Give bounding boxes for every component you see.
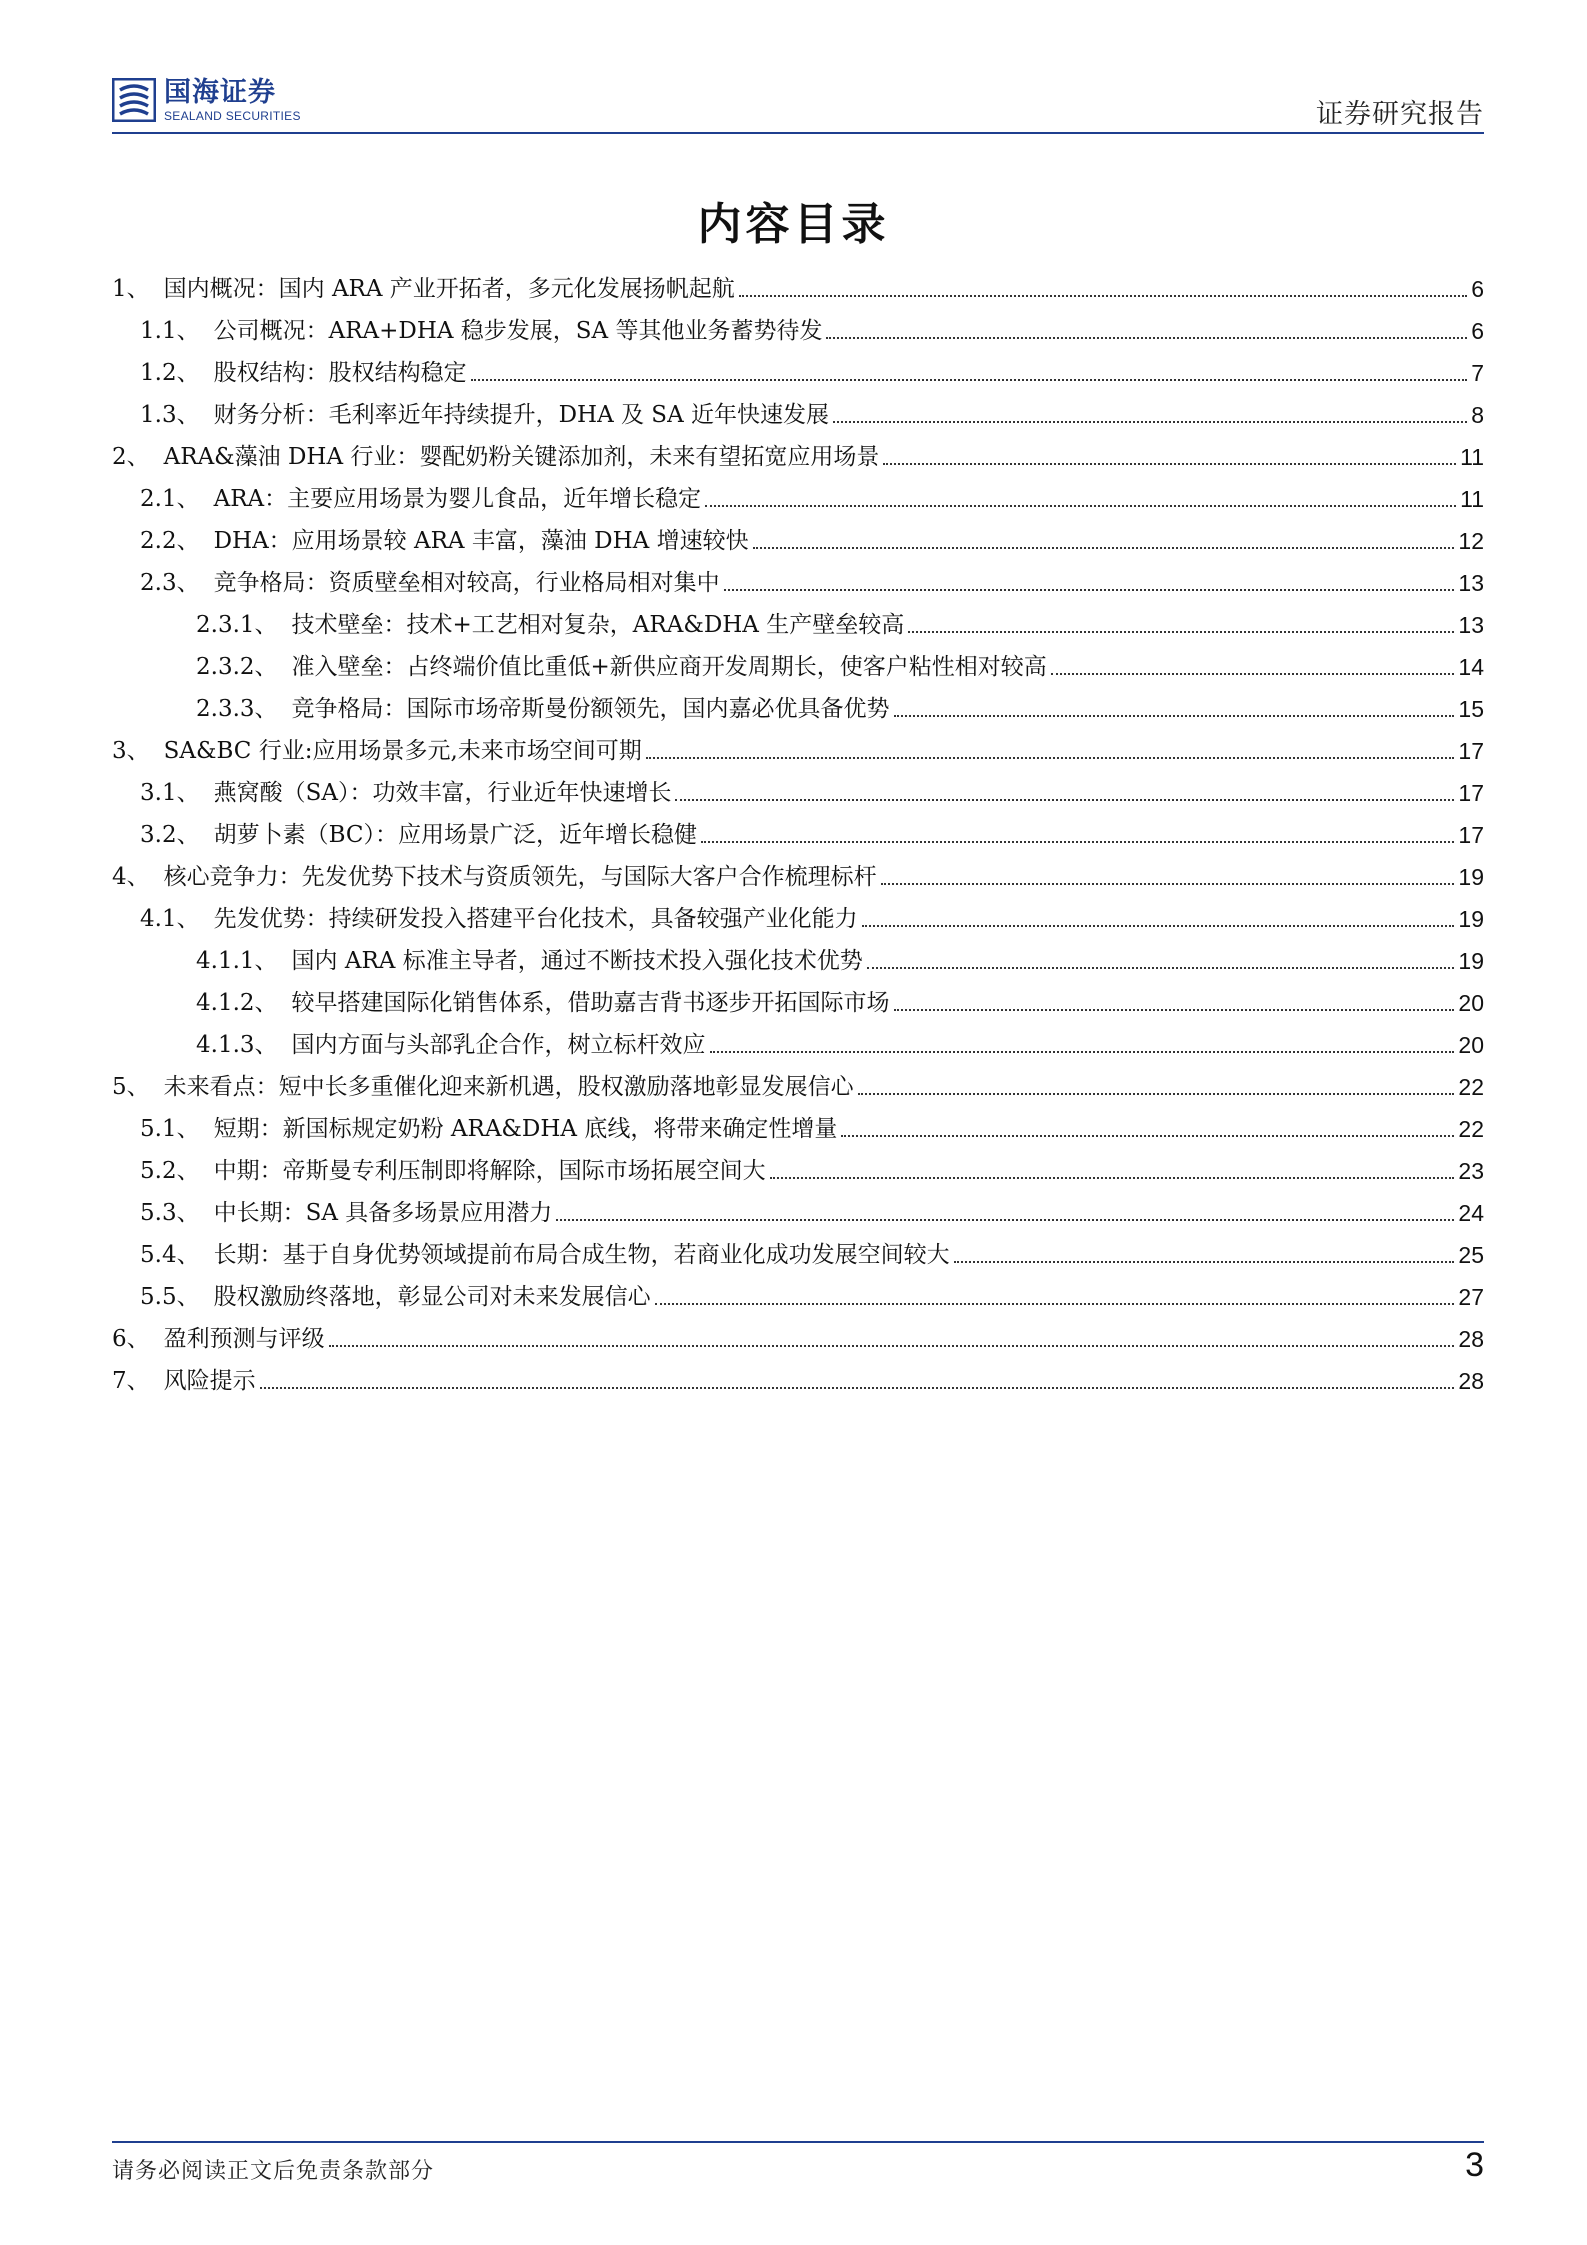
toc-entry-number: 2、: [112, 444, 150, 471]
toc-leader-dots: [908, 631, 1454, 633]
toc-entry-title: ARA&藻油 DHA 行业：婴配奶粉关键添加剂，未来有望拓宽应用场景: [163, 444, 880, 471]
toc-entry-page: 20: [1458, 990, 1484, 1017]
toc-entry-number: 5.3、: [140, 1200, 200, 1227]
page-number: 3: [1465, 2146, 1484, 2184]
toc-entry-page: 20: [1458, 1032, 1484, 1059]
toc-entry-page: 11: [1460, 486, 1484, 513]
toc-entry[interactable]: [112, 1186, 1484, 1228]
toc-leader-dots: [770, 1177, 1455, 1179]
toc-entry-number: 4、: [112, 864, 150, 891]
toc-entry-number: 3、: [112, 738, 150, 765]
toc-leader-dots: [867, 967, 1455, 969]
toc-entry[interactable]: [112, 388, 1484, 430]
toc-entry-title: SA&BC 行业:应用场景多元,未来市场空间可期: [163, 738, 642, 765]
toc-entry-number: 7、: [112, 1368, 150, 1395]
toc-entry[interactable]: [112, 556, 1484, 598]
toc-leader-dots: [753, 547, 1455, 549]
toc-leader-dots: [826, 337, 1467, 339]
toc-entry[interactable]: [112, 514, 1484, 556]
toc-entry[interactable]: [112, 472, 1484, 514]
toc-entry-title: 胡萝卜素（BC）：应用场景广泛，近年增长稳健: [213, 822, 698, 849]
toc-entry-number: 2.2、: [140, 528, 200, 555]
toc-entry-number: 1、: [112, 276, 150, 303]
footer-divider: [112, 2141, 1484, 2143]
toc-entry[interactable]: [112, 808, 1484, 850]
toc-entry-page: 7: [1471, 360, 1484, 387]
toc-entry-title: 中期：帝斯曼专利压制即将解除，国际市场拓展空间大: [213, 1158, 766, 1185]
toc-entry[interactable]: [112, 598, 1484, 640]
toc-entry-page: 25: [1458, 1242, 1484, 1269]
toc-entry-title: 准入壁垒：占终端价值比重低+新供应商开发周期长，使客户粘性相对较高: [291, 654, 1047, 681]
toc-leader-dots: [710, 1051, 1455, 1053]
toc-entry-number: 2.3.3、: [196, 696, 278, 723]
toc-entry-title: 公司概况：ARA+DHA 稳步发展，SA 等其他业务蓄势待发: [213, 318, 823, 345]
toc-entry-number: 4.1、: [140, 906, 200, 933]
toc-leader-dots: [471, 379, 1468, 381]
toc-leader-dots: [701, 841, 1454, 843]
toc-entry-number: 2.1、: [140, 486, 200, 513]
toc-entry[interactable]: [112, 346, 1484, 388]
toc-entry[interactable]: [112, 1228, 1484, 1270]
toc-entry[interactable]: [112, 682, 1484, 724]
toc-leader-dots: [675, 799, 1454, 801]
toc-entry-number: 1.3、: [140, 402, 200, 429]
toc-entry-number: 4.1.2、: [196, 990, 278, 1017]
toc-entry-page: 27: [1458, 1284, 1484, 1311]
toc-leader-dots: [881, 883, 1455, 885]
toc-entry-page: 17: [1458, 822, 1484, 849]
toc-entry-number: 4.1.3、: [196, 1032, 278, 1059]
toc-entry[interactable]: [112, 304, 1484, 346]
toc-entry[interactable]: [112, 640, 1484, 682]
toc-entry-page: 14: [1458, 654, 1484, 681]
toc-entry-page: 15: [1458, 696, 1484, 723]
toc-entry[interactable]: [112, 1354, 1484, 1396]
toc-entry[interactable]: [112, 1060, 1484, 1102]
page-header: [112, 70, 1484, 132]
toc-entry-page: 17: [1458, 780, 1484, 807]
toc-entry-number: 5、: [112, 1074, 150, 1101]
toc-entry-title: DHA：应用场景较 ARA 丰富，藻油 DHA 增速较快: [213, 528, 749, 555]
toc-entry-number: 2.3、: [140, 570, 200, 597]
toc-entry-title: 国内概况：国内 ARA 产业开拓者，多元化发展扬帆起航: [163, 276, 735, 303]
toc-leader-dots: [833, 421, 1467, 423]
toc-leader-dots: [862, 925, 1455, 927]
toc-entry-page: 6: [1471, 276, 1484, 303]
toc-entry-number: 5.1、: [140, 1116, 200, 1143]
toc-entry-page: 8: [1471, 402, 1484, 429]
toc-entry[interactable]: [112, 766, 1484, 808]
toc-leader-dots: [655, 1303, 1455, 1305]
toc-entry-number: 1.1、: [140, 318, 200, 345]
toc-entry[interactable]: [112, 976, 1484, 1018]
table-of-contents: [112, 262, 1484, 1396]
toc-entry-number: 2.3.1、: [196, 612, 278, 639]
toc-entry-title: 财务分析：毛利率近年持续提升，DHA 及 SA 近年快速发展: [213, 402, 829, 429]
toc-entry-title: 中长期：SA 具备多场景应用潜力: [213, 1200, 553, 1227]
sealand-logo-icon: [112, 78, 156, 122]
toc-leader-dots: [646, 757, 1455, 759]
toc-entry-page: 6: [1471, 318, 1484, 345]
toc-leader-dots: [858, 1093, 1455, 1095]
toc-leader-dots: [841, 1135, 1454, 1137]
toc-entry-number: 3.2、: [140, 822, 200, 849]
toc-entry-page: 22: [1458, 1116, 1484, 1143]
toc-entry-page: 13: [1458, 612, 1484, 639]
toc-entry-page: 28: [1458, 1368, 1484, 1395]
toc-entry-number: 5.5、: [140, 1284, 200, 1311]
page-title: 内容目录: [697, 199, 890, 250]
toc-leader-dots: [260, 1387, 1455, 1389]
toc-entry-title: 较早搭建国际化销售体系，借助嘉吉背书逐步开拓国际市场: [291, 990, 890, 1017]
toc-entry[interactable]: [112, 724, 1484, 766]
toc-entry-title: 技术壁垒：技术+工艺相对复杂，ARA&DHA 生产壁垒较高: [291, 612, 905, 639]
toc-entry[interactable]: [112, 430, 1484, 472]
toc-entry-page: 11: [1460, 444, 1484, 471]
toc-entry-page: 12: [1458, 528, 1484, 555]
toc-entry[interactable]: [112, 1144, 1484, 1186]
toc-entry-number: 5.2、: [140, 1158, 200, 1185]
toc-entry[interactable]: [112, 1102, 1484, 1144]
toc-entry[interactable]: [112, 892, 1484, 934]
toc-entry-title: ARA：主要应用场景为婴儿食品，近年增长稳定: [213, 486, 702, 513]
logo-chinese-name: 国海证券: [164, 76, 276, 108]
toc-entry-page: 22: [1458, 1074, 1484, 1101]
toc-entry-number: 1.2、: [140, 360, 200, 387]
toc-entry-title: 股权激励终落地，彰显公司对未来发展信心: [213, 1284, 651, 1311]
toc-entry[interactable]: [112, 850, 1484, 892]
toc-entry-title: 长期：基于自身优势领域提前布局合成生物，若商业化成功发展空间较大: [213, 1242, 950, 1269]
logo-english-name: SEALAND SECURITIES: [164, 108, 301, 123]
toc-entry-number: 4.1.1、: [196, 948, 278, 975]
toc-entry-page: 17: [1458, 738, 1484, 765]
toc-leader-dots: [739, 295, 1467, 297]
toc-entry-title: 盈利预测与评级: [163, 1326, 325, 1353]
toc-entry-number: 5.4、: [140, 1242, 200, 1269]
toc-entry-title: 国内 ARA 标准主导者，通过不断技术投入强化技术优势: [291, 948, 863, 975]
header-divider: [112, 132, 1484, 134]
toc-entry-title: 先发优势：持续研发投入搭建平台化技术，具备较强产业化能力: [213, 906, 858, 933]
toc-entry-title: 股权结构：股权结构稳定: [213, 360, 467, 387]
toc-leader-dots: [954, 1261, 1455, 1263]
toc-leader-dots: [1051, 673, 1455, 675]
toc-entry[interactable]: [112, 934, 1484, 976]
toc-leader-dots: [894, 1009, 1455, 1011]
toc-entry-page: 23: [1458, 1158, 1484, 1185]
toc-entry-page: 19: [1458, 948, 1484, 975]
toc-entry-title: 风险提示: [163, 1368, 256, 1395]
toc-entry[interactable]: [112, 1018, 1484, 1060]
toc-leader-dots: [705, 505, 1456, 507]
company-logo: [112, 78, 301, 122]
toc-entry-title: 竞争格局：国际市场帝斯曼份额领先，国内嘉必优具备优势: [291, 696, 890, 723]
toc-entry-title: 国内方面与头部乳企合作，树立标杆效应: [291, 1032, 706, 1059]
toc-entry-page: 13: [1458, 570, 1484, 597]
toc-entry-title: 燕窝酸（SA）：功效丰富，行业近年快速增长: [213, 780, 672, 807]
toc-entry-number: 6、: [112, 1326, 150, 1353]
toc-entry-page: 19: [1458, 906, 1484, 933]
toc-entry-page: 24: [1458, 1200, 1484, 1227]
toc-leader-dots: [883, 463, 1456, 465]
toc-leader-dots: [724, 589, 1455, 591]
toc-entry-title: 竞争格局：资质壁垒相对较高，行业格局相对集中: [213, 570, 720, 597]
toc-entry[interactable]: [112, 1312, 1484, 1354]
toc-entry-title: 未来看点：短中长多重催化迎来新机遇，股权激励落地彰显发展信心: [163, 1074, 854, 1101]
report-type-label: 证券研究报告: [1316, 99, 1484, 130]
toc-entry-title: 核心竞争力：先发优势下技术与资质领先，与国际大客户合作梳理标杆: [163, 864, 877, 891]
toc-entry-page: 19: [1458, 864, 1484, 891]
toc-entry-page: 28: [1458, 1326, 1484, 1353]
toc-entry-number: 2.3.2、: [196, 654, 278, 681]
toc-leader-dots: [556, 1219, 1454, 1221]
disclaimer-note: 请务必阅读正文后免责条款部分: [112, 2159, 435, 2184]
toc-entry[interactable]: [112, 262, 1484, 304]
toc-leader-dots: [329, 1345, 1455, 1347]
toc-entry-number: 3.1、: [140, 780, 200, 807]
toc-leader-dots: [894, 715, 1455, 717]
toc-entry-title: 短期：新国标规定奶粉 ARA&DHA 底线，将带来确定性增量: [213, 1116, 838, 1143]
toc-entry[interactable]: [112, 1270, 1484, 1312]
